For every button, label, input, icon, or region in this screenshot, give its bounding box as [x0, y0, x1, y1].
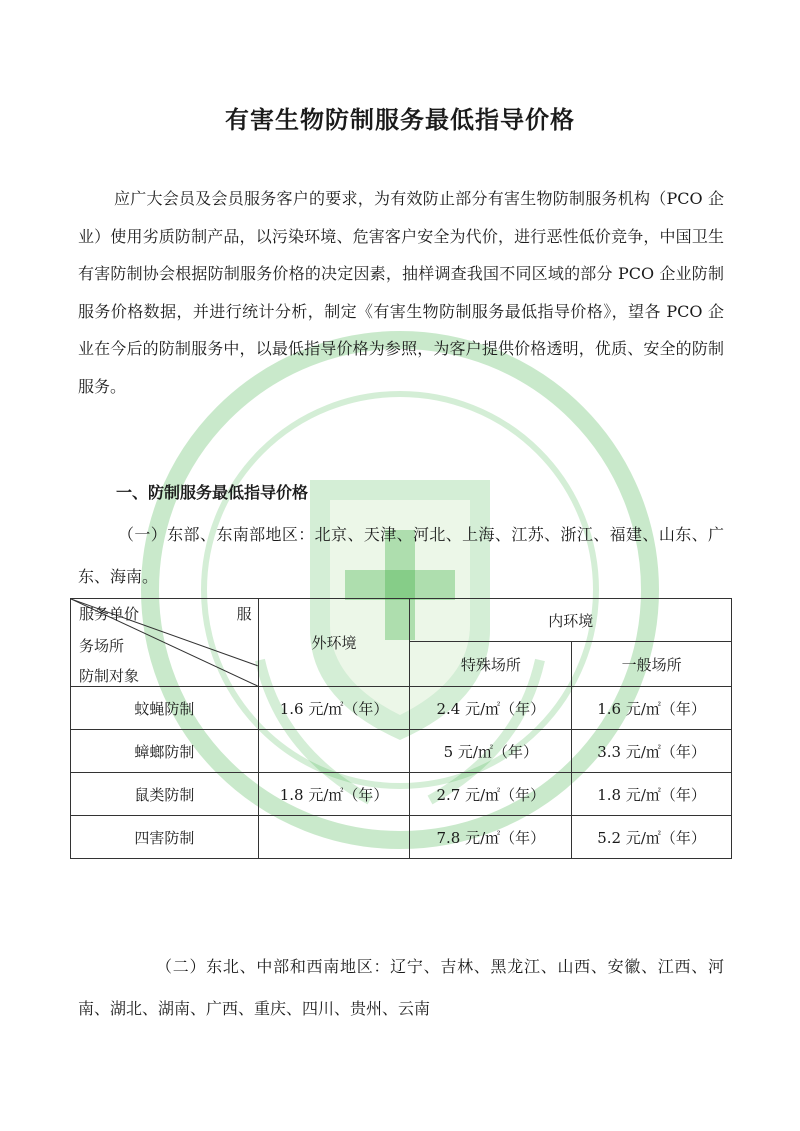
row-name: 蚊蝇防制 [71, 687, 259, 730]
row-general: 3.3 元/㎡（年） [572, 730, 732, 773]
row-outdoor: 1.6 元/㎡（年） [258, 687, 410, 730]
diagonal-header-cell [71, 599, 259, 687]
diag-label-venue-a: 服 [236, 605, 252, 623]
row-special: 2.4 元/㎡（年） [410, 687, 572, 730]
row-special: 5 元/㎡（年） [410, 730, 572, 773]
intro-paragraph: 应广大会员及会员服务客户的要求，为有效防止部分有害生物防制服务机构（PCO 企业）使用劣质防制产品，以污染环境、危害客户安全为代价，进行恶性低价竞争，中国卫生有害防制协会根据防制服务价格的决定因素，抽样调查我国不同区域的部分 PCO 企业防制服务价格数据，并进行统计分析，制定《有害生物防制服务最低指导价格》，望各 PCO 企业在今后的防制服务中，以最低指导价格为参照，为客户提供价格透明，优质、安全的防制服务。 [78, 189, 724, 396]
row-name: 四害防制 [71, 816, 259, 859]
row-special: 7.8 元/㎡（年） [410, 816, 572, 859]
row-name: 蟑螂防制 [71, 730, 259, 773]
table-row [71, 730, 732, 773]
region-central-paragraph: （二）东北、中部和西南地区：辽宁、吉林、黑龙江、山西、安徽、江西、河南、湖北、湖南、广西、重庆、四川、贵州、云南 [78, 957, 724, 1018]
diag-label-price: 服务单价 [79, 605, 140, 623]
header-special: 特殊场所 [410, 642, 572, 687]
diag-label-venue-b: 务场所 [79, 637, 125, 655]
diag-label-target: 防制对象 [79, 667, 140, 685]
section-heading: 一、防制服务最低指导价格 [116, 483, 309, 502]
header-indoor: 内环境 [410, 599, 732, 642]
row-name: 鼠类防制 [71, 773, 259, 816]
header-outdoor: 外环境 [258, 599, 410, 687]
row-special: 2.7 元/㎡（年） [410, 773, 572, 816]
table-row [71, 687, 732, 730]
table-row [71, 816, 732, 859]
table-row [71, 773, 732, 816]
page-title: 有害生物防制服务最低指导价格 [225, 106, 575, 134]
row-outdoor [258, 730, 410, 773]
row-outdoor: 1.8 元/㎡（年） [258, 773, 410, 816]
price-table [70, 598, 732, 859]
row-outdoor [258, 816, 410, 859]
region-east-paragraph: （一）东部、东南部地区：北京、天津、河北、上海、江苏、浙江、福建、山东、广东、海南。 [78, 525, 724, 586]
header-general: 一般场所 [572, 642, 732, 687]
row-general: 1.8 元/㎡（年） [572, 773, 732, 816]
row-general: 1.6 元/㎡（年） [572, 687, 732, 730]
row-general: 5.2 元/㎡（年） [572, 816, 732, 859]
